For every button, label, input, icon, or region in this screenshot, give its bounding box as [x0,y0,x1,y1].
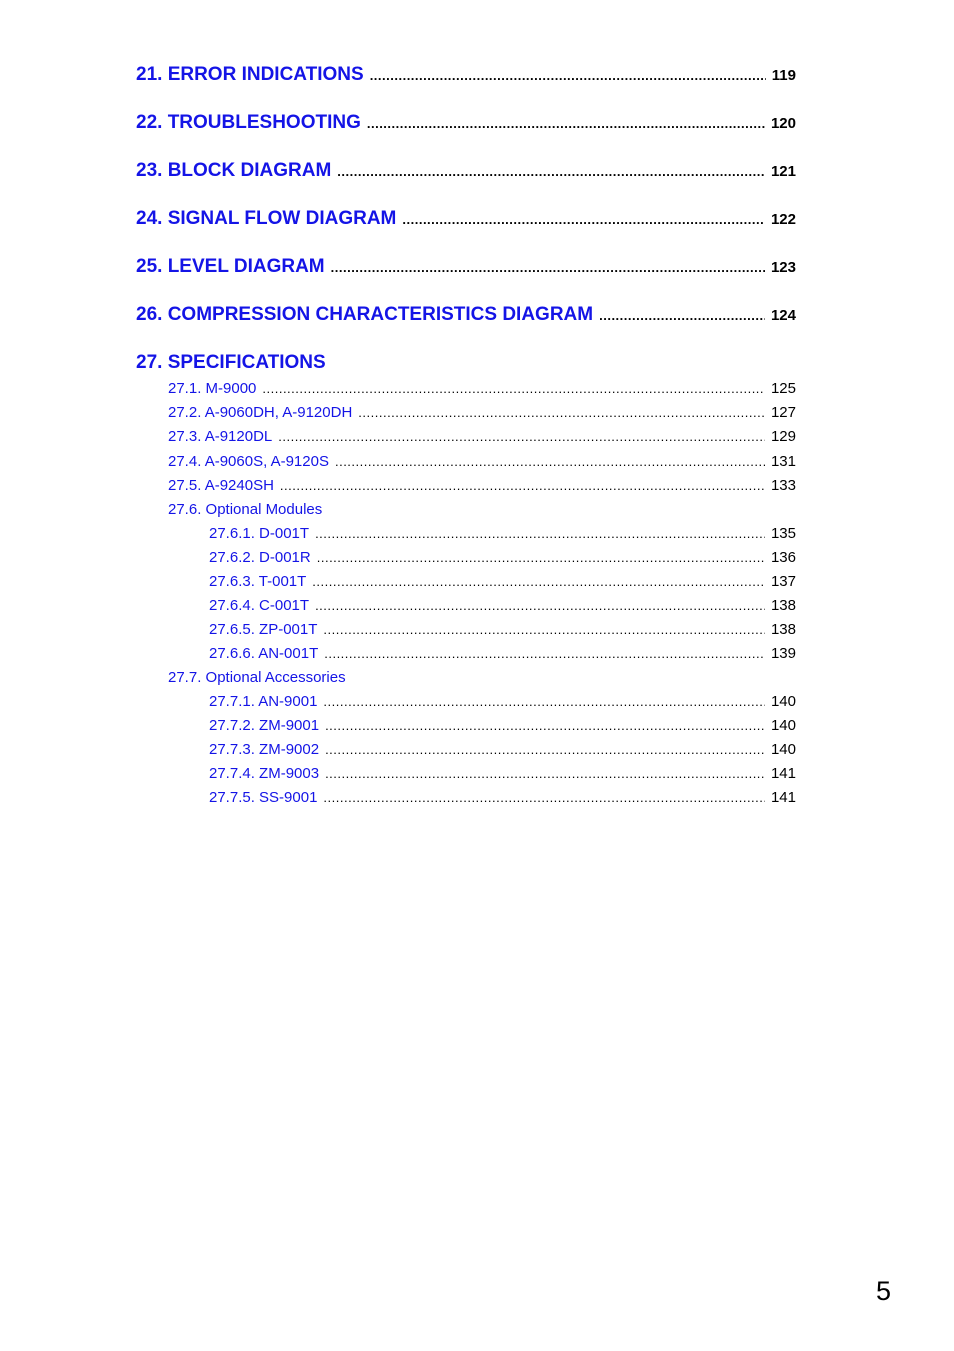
toc-entry-compression-diagram[interactable] [136,304,796,326]
dot-leader [312,574,765,589]
toc-entry-page: 141 [770,789,796,806]
toc-entry-page: 137 [770,573,796,590]
toc-subentry-c-001t[interactable] [209,597,796,614]
dot-leader [358,405,765,420]
toc-entry-page: 122 [770,211,796,228]
toc-subentry-d-001r[interactable] [209,549,796,566]
toc-entry-label[interactable]: 27.3. A-9120DL [168,428,273,445]
dot-leader [280,478,765,493]
toc-entry-label[interactable]: 27.7.2. ZM-9001 [209,717,320,734]
toc-entry-page: 133 [770,477,796,494]
toc-entry-label[interactable]: 27.5. A-9240SH [168,477,274,494]
toc-subentry-zm-9002[interactable] [209,741,796,758]
toc-subentry-a-9120dl[interactable] [168,428,796,445]
dot-leader [317,550,765,565]
dot-leader [325,766,765,781]
toc-entry-label[interactable]: 27.6.1. D-001T [209,525,310,542]
toc-subentry-optional-accessories[interactable] [168,669,796,686]
toc-subentry-optional-modules[interactable] [168,501,796,518]
toc-subentry-an-9001[interactable] [209,693,796,710]
toc-entry-label[interactable]: 27.7.5. SS-9001 [209,789,318,806]
toc-subentry-zm-9001[interactable] [209,717,796,734]
toc-entry-label[interactable]: 27.7.3. ZM-9002 [209,741,320,758]
toc-entry-page: 121 [770,163,796,180]
toc-subentry-ss-9001[interactable] [209,789,796,806]
toc-entry-label[interactable]: 27.7.4. ZM-9003 [209,765,320,782]
toc-entry-label[interactable]: 27.6.5. ZP-001T [209,621,318,638]
toc-subentry-d-001t[interactable] [209,525,796,542]
dot-leader [599,308,765,323]
dot-leader [323,622,765,637]
toc-subentry-a-9060dh[interactable] [168,404,796,421]
dot-leader [331,260,765,275]
toc-entry-label[interactable]: 26. COMPRESSION CHARACTERISTICS DIAGRAM [136,304,594,325]
toc-entry-page: 129 [770,428,796,445]
toc-entry-error-indications[interactable] [136,64,796,86]
toc-entry-troubleshooting[interactable] [136,112,796,134]
toc-entry-page: 127 [770,404,796,421]
toc-subentry-zp-001t[interactable] [209,621,796,638]
toc-entry-label[interactable]: 25. LEVEL DIAGRAM [136,256,325,277]
toc-entry-label[interactable]: 27.6.4. C-001T [209,597,310,614]
toc-subentry-zm-9003[interactable] [209,765,796,782]
dot-leader [262,381,765,396]
toc-entry-page: 136 [770,549,796,566]
page-number: 5 [876,1276,892,1306]
toc-entry-page: 138 [770,597,796,614]
toc-subentry-m-9000[interactable] [168,380,796,397]
toc-entry-page: 138 [770,621,796,638]
toc-entry-page: 139 [770,645,796,662]
toc-entry-label[interactable]: 27.6.2. D-001R [209,549,311,566]
toc-entry-page: 120 [770,115,796,132]
dot-leader [323,790,765,805]
toc-entry-label[interactable]: 27.7.1. AN-9001 [209,693,318,710]
toc-entry-specifications[interactable] [136,352,796,374]
toc-entry-page: 125 [770,380,796,397]
toc-entry-label[interactable]: 27.6. Optional Modules [168,501,323,518]
toc-entry-label[interactable]: 21. ERROR INDICATIONS [136,64,364,85]
dot-leader [315,598,765,613]
dot-leader [325,742,765,757]
toc-entry-label[interactable]: 23. BLOCK DIAGRAM [136,160,332,181]
dot-leader [278,429,765,444]
toc-subentry-a-9240sh[interactable] [168,477,796,494]
toc-entry-page: 140 [770,717,796,734]
toc-entry-page: 123 [770,259,796,276]
toc-entry-page: 124 [770,307,796,324]
dot-leader [324,646,765,661]
dot-leader [337,164,765,179]
toc-subentry-a-9060s[interactable] [168,453,796,470]
toc-entry-page: 140 [770,693,796,710]
toc-entry-level-diagram[interactable] [136,256,796,278]
dot-leader [315,526,765,541]
toc-subentry-an-001t[interactable] [209,645,796,662]
toc-entry-label[interactable]: 27.1. M-9000 [168,380,257,397]
toc-entry-label[interactable]: 24. SIGNAL FLOW DIAGRAM [136,208,397,229]
toc-subentry-t-001t[interactable] [209,573,796,590]
toc-entry-page: 131 [770,453,796,470]
toc-entry-block-diagram[interactable] [136,160,796,182]
toc-entry-page: 119 [771,67,796,84]
toc-entry-label[interactable]: 22. TROUBLESHOOTING [136,112,361,133]
toc-entry-page: 141 [770,765,796,782]
dot-leader [370,68,766,83]
toc-entry-label[interactable]: 27. SPECIFICATIONS [136,352,326,373]
dot-leader [335,454,765,469]
dot-leader [367,116,765,131]
dot-leader [325,718,765,733]
toc-entry-page: 135 [770,525,796,542]
toc-entry-label[interactable]: 27.6.6. AN-001T [209,645,319,662]
toc-entry-label[interactable]: 27.7. Optional Accessories [168,669,346,686]
toc-entry-signal-flow-diagram[interactable] [136,208,796,230]
dot-leader [323,694,765,709]
toc-entry-page: 140 [770,741,796,758]
dot-leader [402,212,765,227]
toc-entry-label[interactable]: 27.2. A-9060DH, A-9120DH [168,404,353,421]
toc-entry-label[interactable]: 27.6.3. T-001T [209,573,307,590]
toc-entry-label[interactable]: 27.4. A-9060S, A-9120S [168,453,329,470]
